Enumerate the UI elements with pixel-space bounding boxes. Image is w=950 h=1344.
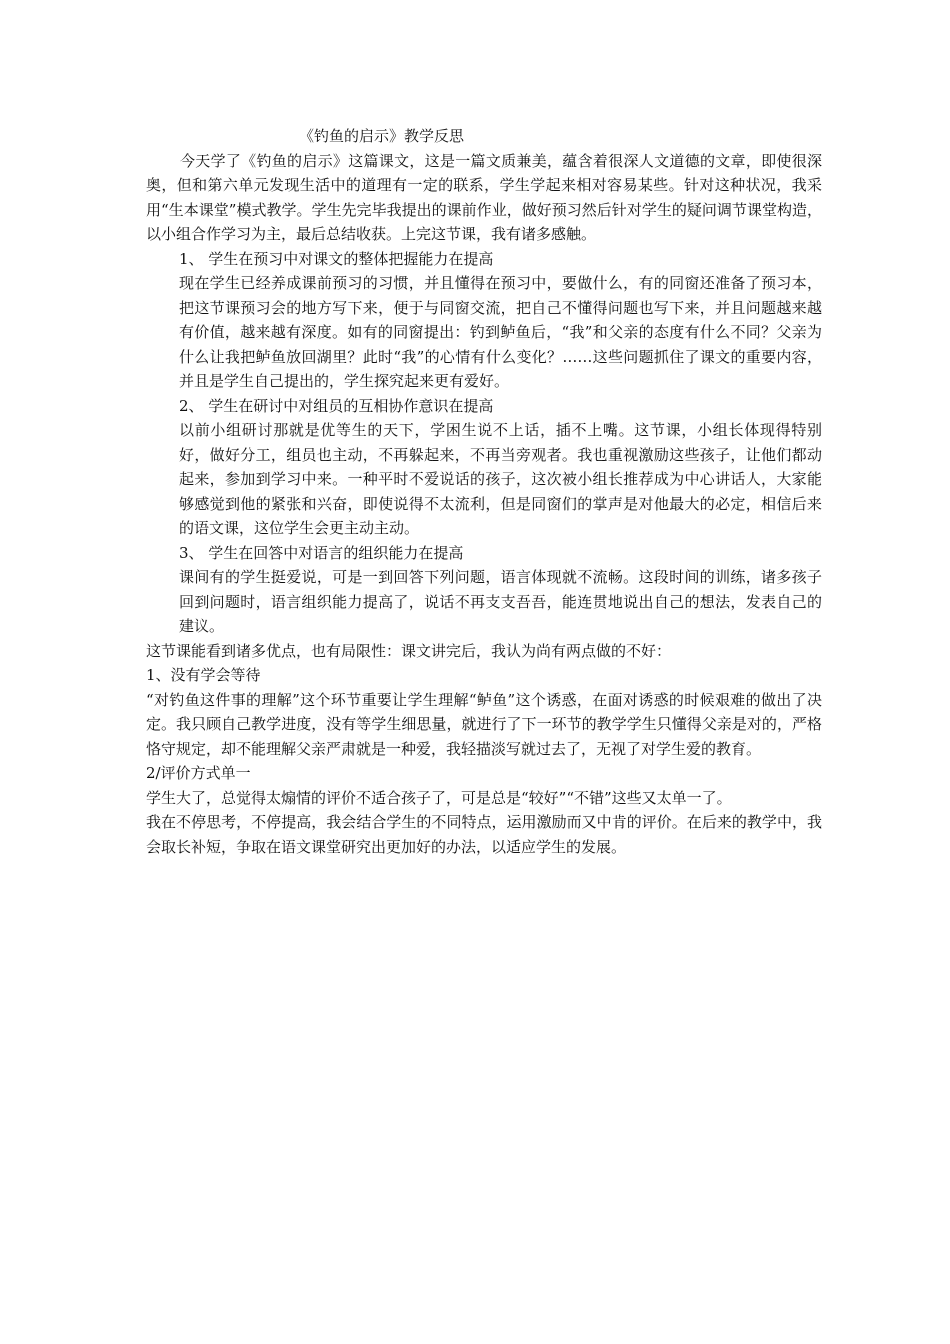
document-page [146,124,822,859]
point-2-heading: 2、 学生在研讨中对组员的互相协作意识在提高 [179,396,494,415]
point-3-body: 课间有的学生挺爱说，可是一到回答下列问题，语言体现就不流畅。这段时间的训练，诸多孩子回到问题时，语言组织能力提高了，说话不再支支吾吾，能连贯地说出自己的想法，发表自己的建议。 [179,568,822,635]
document-title: 《钓鱼的启示》教学反思 [299,127,465,145]
shortcoming-2-heading: 2/评价方式单一 [146,764,251,782]
point-2-body: 以前小组研讨那就是优等生的天下，学困生说不上话，插不上嘴。这节课，小组长体现得特别好，做好分工，组员也主动，不再躲起来，不再当旁观者。我也重视激励这些孩子，让他们都动起来，参加到学习中来。一种平时不爱说话的孩子，这次被小组长推荐成为中心讲话人，大家能够感觉到他的紧张和兴奋，即使说得不太流利，但是同窗们的掌声是对他最大的必定，相信后来的语文课，这位学生会更主动主动。 [179,421,822,537]
shortcoming-1-heading: 1、没有学会等待 [146,666,261,684]
shortcoming-2-body: 学生大了，总觉得太煽情的评价不适合孩子了，可是总是“较好”“不错”这些又太单一了。 [146,788,732,807]
conclusion-paragraph: 我在不停思考，不停提高，我会结合学生的不同特点，运用激励而又中肯的评价。在后来的教学中，我会取长补短，争取在语文课堂研究出更加好的办法，以适应学生的发展。 [146,813,822,856]
point-1-body: 现在学生已经养成课前预习的习惯，并且懂得在预习中，要做什么，有的同窗还准备了预习本，把这节课预习会的地方写下来，便于与同窗交流，把自己不懂得问题也写下来，并且问题越来越有价值，越来越有深度。如有的同窗提出：钓到鲈鱼后，“我”和父亲的态度有什么不同？父亲为什么让我把鲈鱼放回湖里？此时“我”的心情有什么变化？……这些问题抓住了课文的重要内容，并且是学生自己提出的，学生探究起来更有爱好。 [179,274,822,390]
transition-paragraph: 这节课能看到诸多优点，也有局限性：课文讲完后，我认为尚有两点做的不好： [146,641,672,660]
shortcoming-1-body: “对钓鱼这件事的理解”这个环节重要让学生理解“鲈鱼”这个诱惑，在面对诱惑的时候艰难的做出了决定。我只顾自己教学进度，没有等学生细思量，就进行了下一环节的教学学生只懂得父亲是对的，严格恪守规定，却不能理解父亲严肃就是一种爱，我轻描淡写就过去了，无视了对学生爱的教育。 [146,690,822,758]
point-1-heading: 1、 学生在预习中对课文的整体把握能力在提高 [179,249,494,268]
intro-paragraph: 今天学了《钓鱼的启示》这篇课文，这是一篇文质兼美，蕴含着很深人文道德的文章，即使很深奥，但和第六单元发现生活中的道理有一定的联系，学生学起来相对容易某些。针对这种状况，我采用“生本课堂”模式教学。学生先完毕我提出的课前作业，做好预习然后针对学生的疑问调节课堂构造，以小组合作学习为主，最后总结收获。上完这节课，我有诸多感触。 [146,151,822,243]
point-3-heading: 3、 学生在回答中对语言的组织能力在提高 [179,543,464,562]
